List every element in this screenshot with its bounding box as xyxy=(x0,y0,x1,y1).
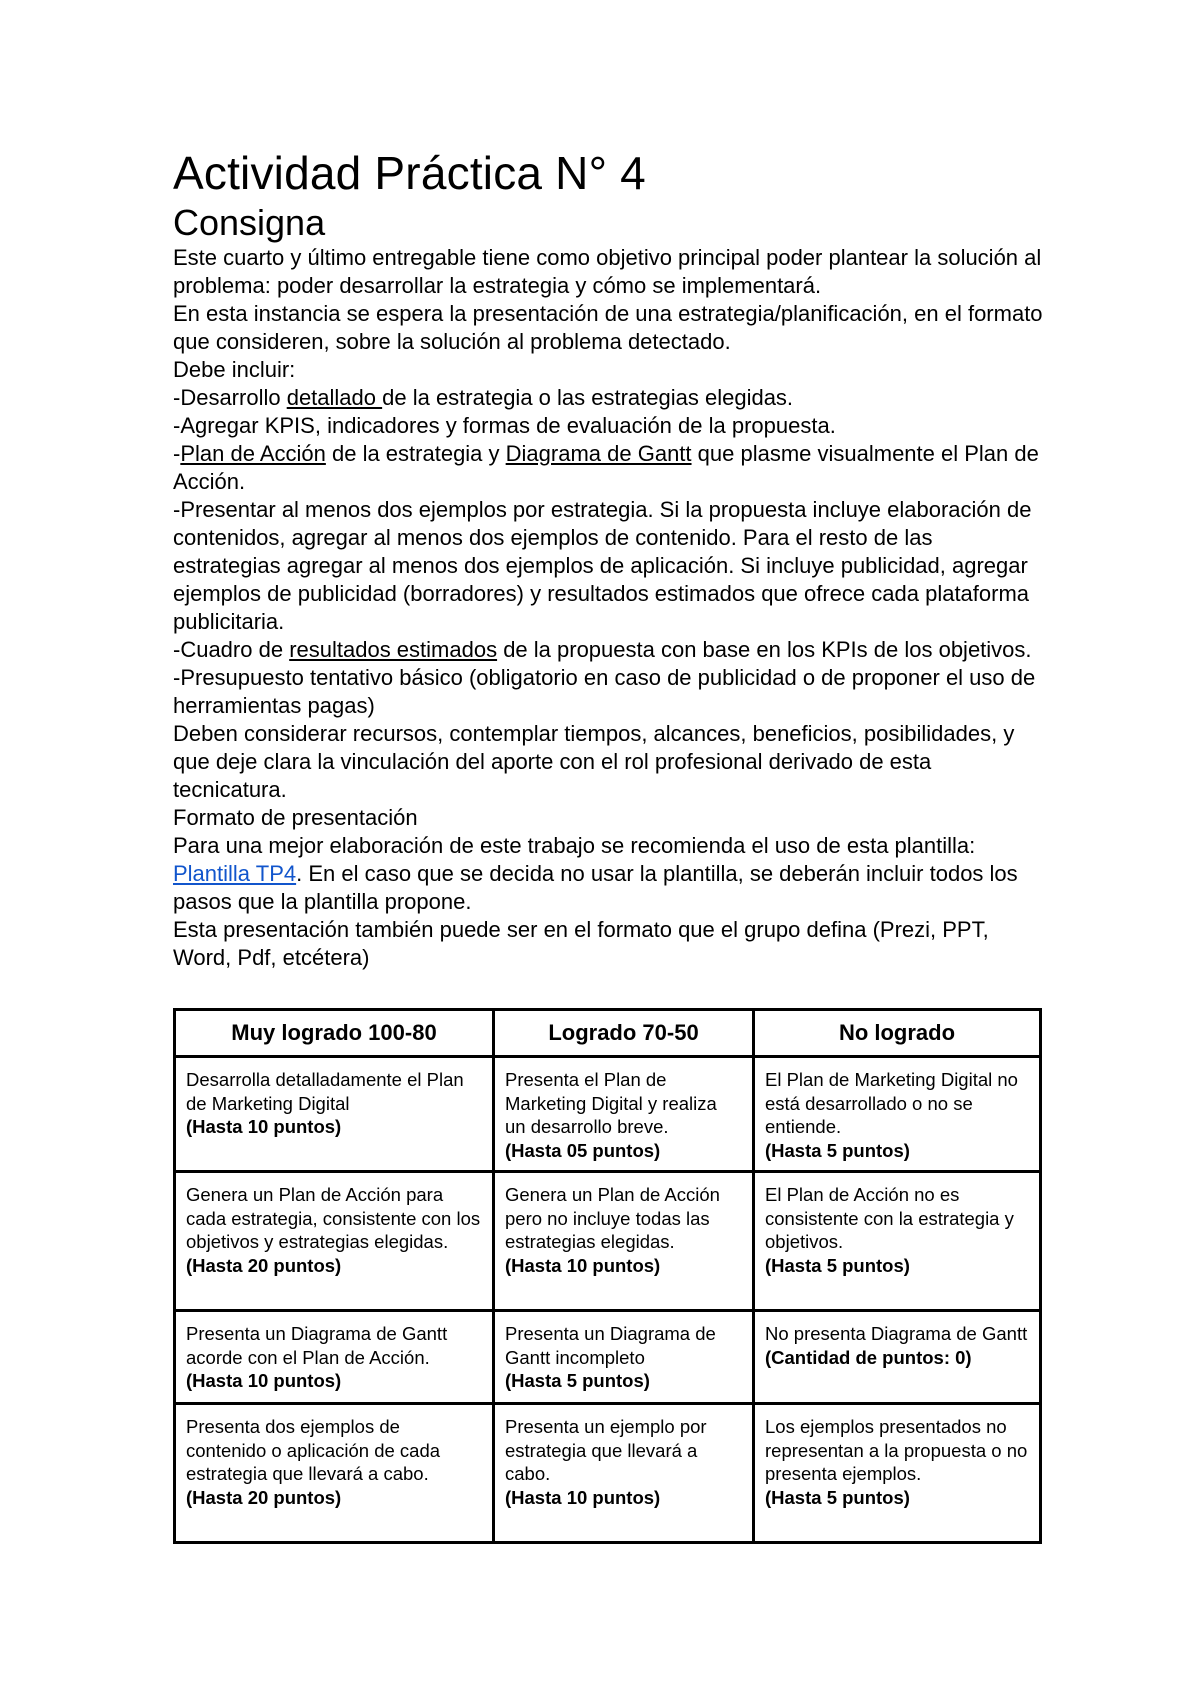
rubric-header-row xyxy=(175,1010,1041,1057)
deben-considerar-paragraph: Deben considerar recursos, contemplar tiempos, alcances, beneficios, posibilidades, y que deje clara la vinculación del aporte con el rol profesional derivado de esta tecnicatura. xyxy=(173,721,1015,802)
rubric-table xyxy=(173,1008,1042,1544)
header-no-logrado: No logrado xyxy=(754,1010,1041,1057)
underlined-diagrama-de-gantt: Diagrama de Gantt xyxy=(505,441,692,466)
requirement-item-4: -Presentar al menos dos ejemplos por estrategia. Si la propuesta incluye elaboración de contenidos, agregar al menos dos ejemplos de contenido. Para el resto de las estrategias agregar al menos dos ejemplos de aplicación. Si incluye publicidad, agregar ejemplos de publicidad (borradores) y resultados estimados que ofrece cada plataforma publicitaria. xyxy=(173,497,1032,634)
underlined-detallado: detallado xyxy=(286,385,383,410)
rubric-cell: Presenta un ejemplo por estrategia que llevará a cabo. (Hasta 10 puntos) xyxy=(494,1404,754,1543)
document-page xyxy=(173,146,1043,972)
page-title: Actividad Práctica N° 4 xyxy=(173,147,646,199)
requirement-item-3: -Plan de Acción de la estrategia y Diagrama de Gantt que plasme visualmente el Plan de Acción. xyxy=(173,441,1039,494)
plantilla-tp4-link[interactable]: Plantilla TP4 xyxy=(173,861,297,886)
intro-paragraph-1: Este cuarto y último entregable tiene como objetivo principal poder plantear la solución al problema: poder desarrollar la estrategia y cómo se implementará. xyxy=(173,245,1042,298)
requirement-item-2: -Agregar KPIS, indicadores y formas de evaluación de la propuesta. xyxy=(173,413,836,438)
points-label: (Hasta 5 puntos) xyxy=(765,1486,910,1508)
rubric-cell: Presenta un Diagrama de Gantt acorde con el Plan de Acción. (Hasta 10 puntos) xyxy=(175,1311,494,1404)
points-label: (Hasta 5 puntos) xyxy=(765,1254,910,1276)
intro-paragraph-2: En esta instancia se espera la presentación de una estrategia/planificación, en el formato que consideren, sobre la solución al problema detectado. xyxy=(173,301,1043,354)
points-label: (Hasta 5 puntos) xyxy=(505,1370,650,1391)
points-label: (Hasta 10 puntos) xyxy=(186,1370,342,1391)
rubric-cell: No presenta Diagrama de Gantt (Cantidad de puntos: 0) xyxy=(754,1311,1041,1404)
rubric-row xyxy=(175,1057,1041,1172)
formato-paragraph-2: Esta presentación también puede ser en el formato que el grupo defina (Prezi, PPT, Word, Pdf, etcétera) xyxy=(173,917,989,970)
points-label: (Hasta 5 puntos) xyxy=(765,1139,910,1161)
rubric-cell: Presenta el Plan de Marketing Digital y realiza un desarrollo breve. (Hasta 05 puntos) xyxy=(494,1057,754,1172)
underlined-resultados-estimados: resultados estimados xyxy=(289,637,498,662)
requirement-item-6: -Presupuesto tentativo básico (obligatorio en caso de publicidad o de proponer el uso de herramientas pagas) xyxy=(173,665,1036,718)
requirement-item-5: -Cuadro de resultados estimados de la propuesta con base en los KPIs de los objetivos. xyxy=(173,637,1032,662)
rubric-row xyxy=(175,1311,1041,1404)
rubric-cell: Genera un Plan de Acción pero no incluye todas las estrategias elegidas. (Hasta 10 puntos) xyxy=(494,1172,754,1311)
formato-paragraph: Para una mejor elaboración de este trabajo se recomienda el uso de esta plantilla: Plantilla TP4. En el caso que se decida no usar la plantilla, se deberán incluir todos los pasos que la plantilla propone. xyxy=(173,833,1018,914)
rubric-cell: El Plan de Marketing Digital no está desarrollado o no se entiende. (Hasta 5 puntos) xyxy=(754,1057,1041,1172)
points-label: (Hasta 10 puntos) xyxy=(186,1116,342,1137)
rubric-cell: Presenta dos ejemplos de contenido o aplicación de cada estrategia que llevará a cabo. (Hasta 20 puntos) xyxy=(175,1404,494,1543)
header-muy-logrado: Muy logrado 100-80 xyxy=(175,1010,494,1057)
points-label: (Hasta 20 puntos) xyxy=(186,1486,342,1508)
header-logrado: Logrado 70-50 xyxy=(494,1010,754,1057)
debe-incluir-label: Debe incluir: xyxy=(173,357,296,382)
rubric-row xyxy=(175,1404,1041,1543)
rubric-cell: Los ejemplos presentados no representan a la propuesta o no presenta ejemplos. (Hasta 5 puntos) xyxy=(754,1404,1041,1543)
points-label: (Hasta 20 puntos) xyxy=(186,1254,342,1276)
rubric-cell: Presenta un Diagrama de Gantt incompleto (Hasta 5 puntos) xyxy=(494,1311,754,1404)
points-label: (Cantidad de puntos: 0) xyxy=(765,1346,972,1368)
points-label: (Hasta 10 puntos) xyxy=(505,1254,661,1276)
points-label: (Hasta 05 puntos) xyxy=(505,1139,661,1161)
section-heading-consigna: Consigna xyxy=(173,202,326,243)
rubric-cell: El Plan de Acción no es consistente con la estrategia y objetivos. (Hasta 5 puntos) xyxy=(754,1172,1041,1311)
rubric-cell: Genera un Plan de Acción para cada estrategia, consistente con los objetivos y estrategias elegidas. (Hasta 20 puntos) xyxy=(175,1172,494,1311)
points-label: (Hasta 10 puntos) xyxy=(505,1486,661,1508)
rubric-row xyxy=(175,1172,1041,1311)
underlined-plan-de-accion: Plan de Acción xyxy=(180,441,326,466)
document-body xyxy=(173,244,1043,972)
formato-heading: Formato de presentación xyxy=(173,805,418,830)
rubric-cell: Desarrolla detalladamente el Plan de Marketing Digital (Hasta 10 puntos) xyxy=(175,1057,494,1172)
requirement-item-1: -Desarrollo detallado de la estrategia o las estrategias elegidas. xyxy=(173,385,794,410)
